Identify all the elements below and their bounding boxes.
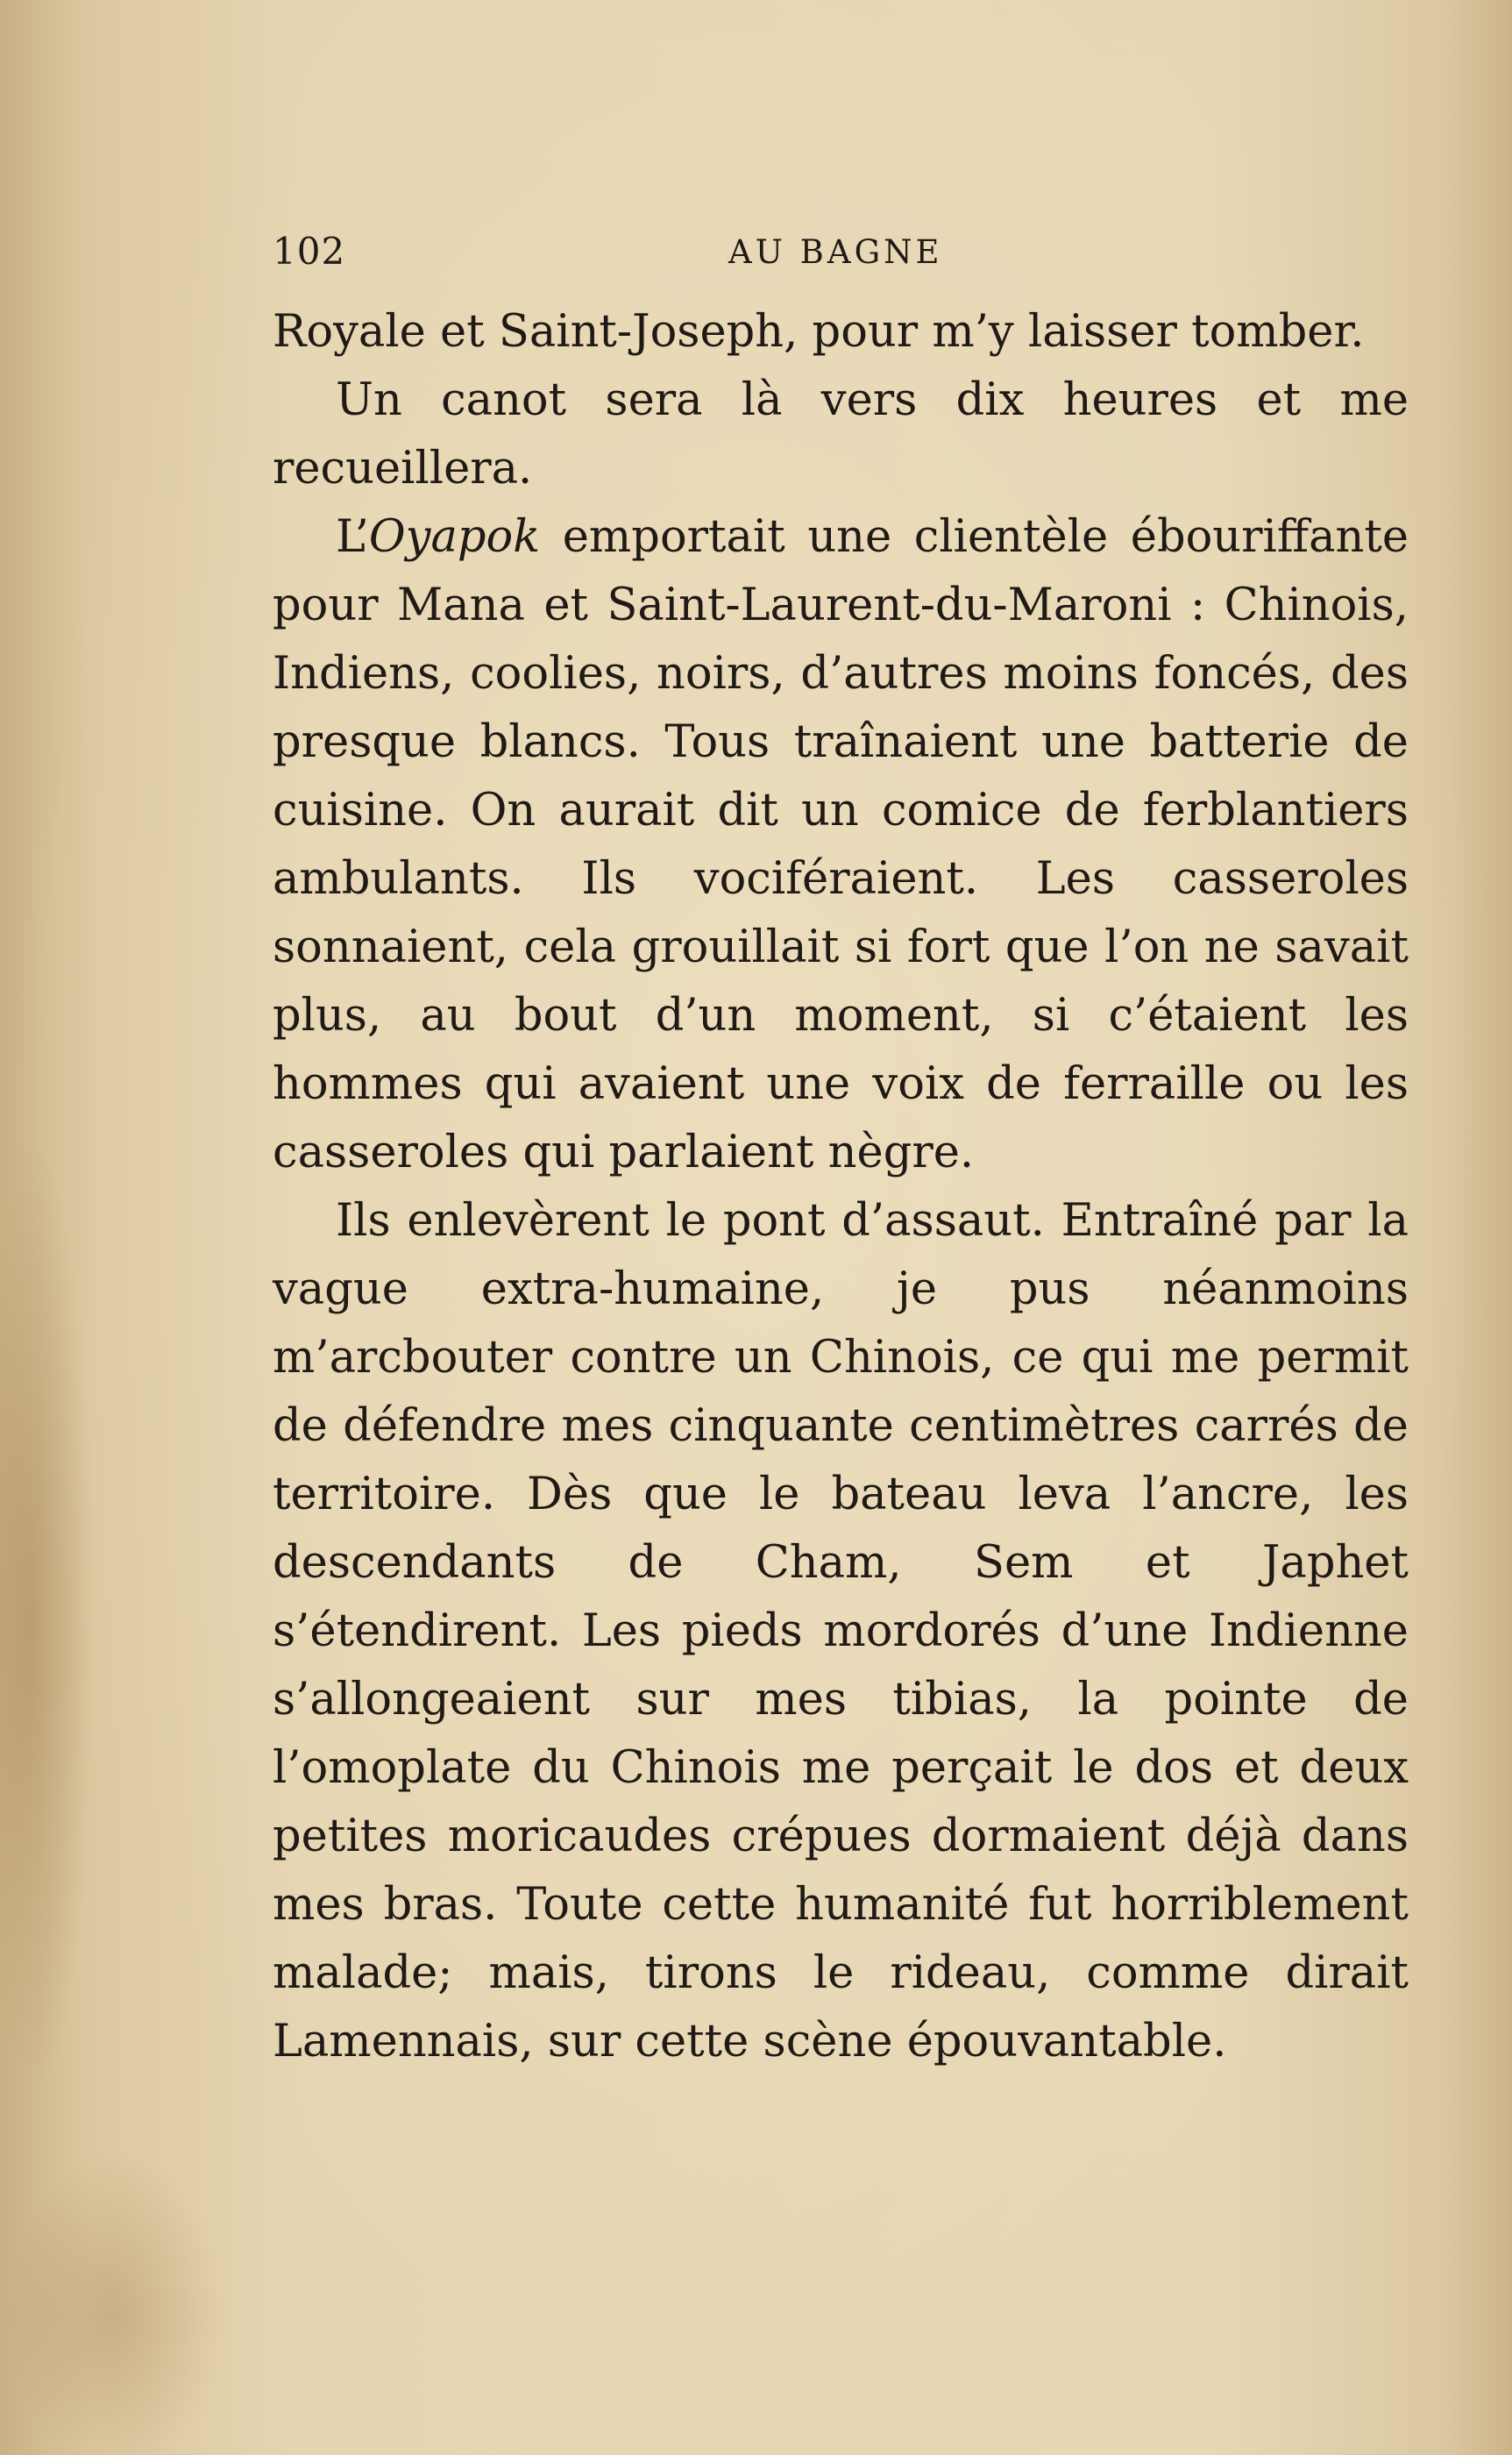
body-text bbox=[273, 298, 1409, 2076]
paper-stain bbox=[0, 1140, 96, 2104]
paragraph: Royale et Saint-Joseph, pour m’y laisser tomber. bbox=[273, 306, 1365, 358]
paragraph-text: emportait une clientèle ébouriffante pour Mana et Saint-Laurent-du-Maroni : Chinois, Indiens, coolies, noirs, d’autres moins foncés, des presque blancs. Tous traînaient une batterie de cuisine. On aurait dit un comice de ferblantiers ambulants. Ils vociféraient. Les casseroles sonnaient, cela grouillait si fort que l’on ne savait plus, au bout d’un moment, si c’étaient les hommes qui avaient une voix de ferraille ou les casseroles qui parlaient nègre. bbox=[273, 511, 1409, 1178]
paragraph: Ils enlevèrent le pont d’assaut. Entraîné par la vague extra-humaine, je pus néanmoins m’arcbouter contre un Chinois, ce qui me permit de défendre mes cinquante centimètres carrés de territoire. Dès que le bateau leva l’ancre, les descendants de Cham, Sem et Japhet s’étendirent. Les pieds mordorés d’une Indienne s’allongeaient sur mes tibias, la pointe de l’omoplate du Chinois me perçait le dos et deux petites moricaudes crépues dormaient déjà dans mes bras. Toute cette humanité fut horriblement malade; mais, tirons le rideau, comme dirait Lamennais, sur cette scène épouvantable. bbox=[273, 1195, 1409, 2067]
paragraph bbox=[273, 503, 1409, 1187]
paper-stain bbox=[0, 2148, 228, 2455]
paragraph: Un canot sera là vers dix heures et me recueillera. bbox=[273, 374, 1409, 495]
page-header bbox=[273, 230, 1409, 282]
running-title: AU BAGNE bbox=[728, 233, 943, 271]
page-number: 102 bbox=[273, 230, 346, 273]
ship-name: Oyapok bbox=[368, 511, 541, 563]
paragraph-lead: L’ bbox=[336, 511, 369, 563]
